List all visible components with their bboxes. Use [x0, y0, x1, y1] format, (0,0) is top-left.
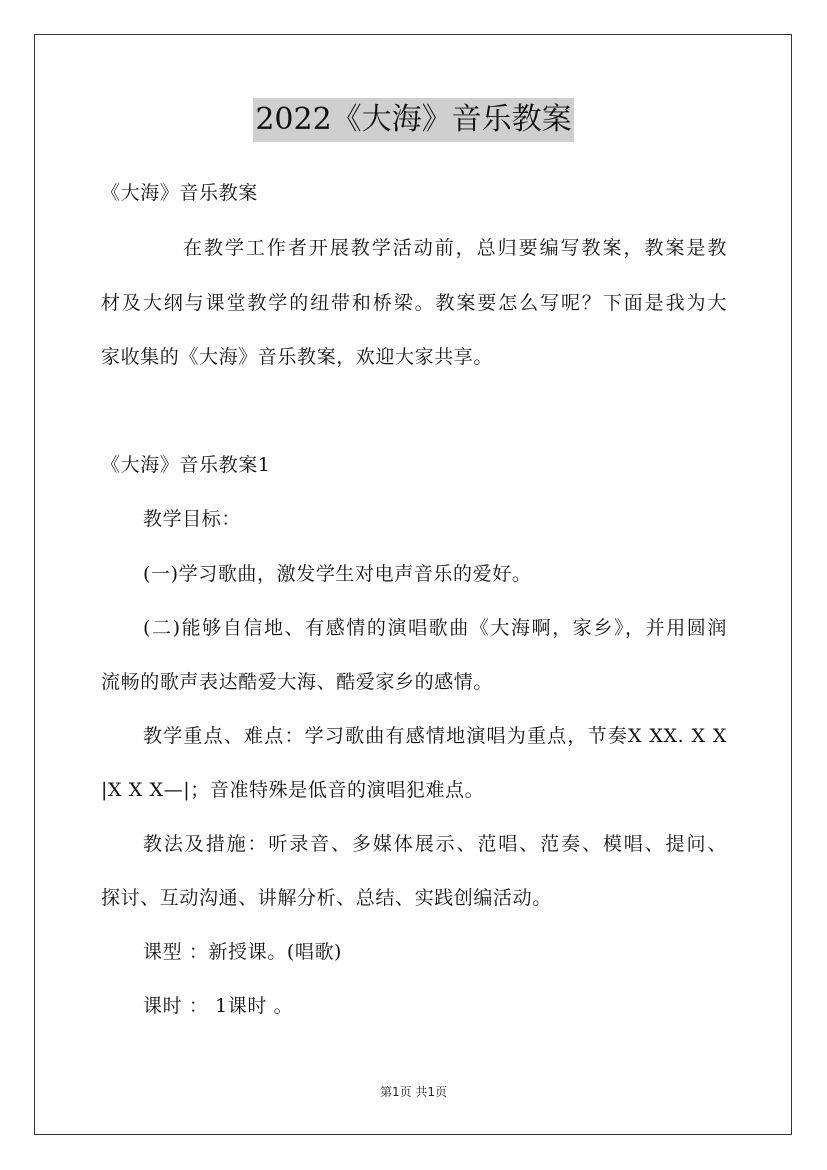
- objective-2-line-2: 流畅的歌声表达酷爱大海、酷爱家乡的感情。: [101, 671, 494, 693]
- methods-line-1: 教法及措施：听录音、多媒体展示、范唱、范奏、模唱、提问、: [143, 833, 727, 855]
- intro-paragraph-line-1: 在教学工作者开展教学活动前，总归要编写教案，教案是教: [183, 237, 727, 259]
- lesson-type: 课型 ：新授课。(唱歌): [143, 941, 343, 963]
- intro-paragraph-line-3: 家收集的《大海》音乐教案，欢迎大家共享。: [101, 346, 494, 368]
- intro-paragraph-line-2: 材及大纲与课堂教学的纽带和桥梁。教案要怎么写呢？下面是我为大: [101, 292, 727, 314]
- document-title: 2022《大海》音乐教案: [253, 98, 573, 142]
- key-points-line-1: 教学重点、难点：学习歌曲有感情地演唱为重点，节奏X XX. X X: [143, 725, 727, 747]
- objective-2-line-1: (二)能够自信地、有感情的演唱歌曲《大海啊，家乡》，并用圆润: [143, 617, 727, 639]
- section-heading-intro: 《大海》音乐教案: [101, 182, 258, 204]
- objective-1: (一)学习歌曲，激发学生对电声音乐的爱好。: [143, 563, 532, 585]
- objectives-label: 教学目标：: [143, 508, 242, 530]
- page-footer: 第1页 共1页: [379, 1085, 448, 1099]
- title-container: [0, 98, 827, 142]
- methods-line-2: 探讨、互动沟通、讲解分析、总结、实践创编活动。: [101, 887, 552, 909]
- key-points-line-2: |X X X—|；音准特殊是低音的演唱犯难点。: [101, 779, 485, 801]
- lesson-hours: 课时 ： 1课时 。: [143, 995, 294, 1017]
- section-heading-1: 《大海》音乐教案1: [101, 454, 271, 476]
